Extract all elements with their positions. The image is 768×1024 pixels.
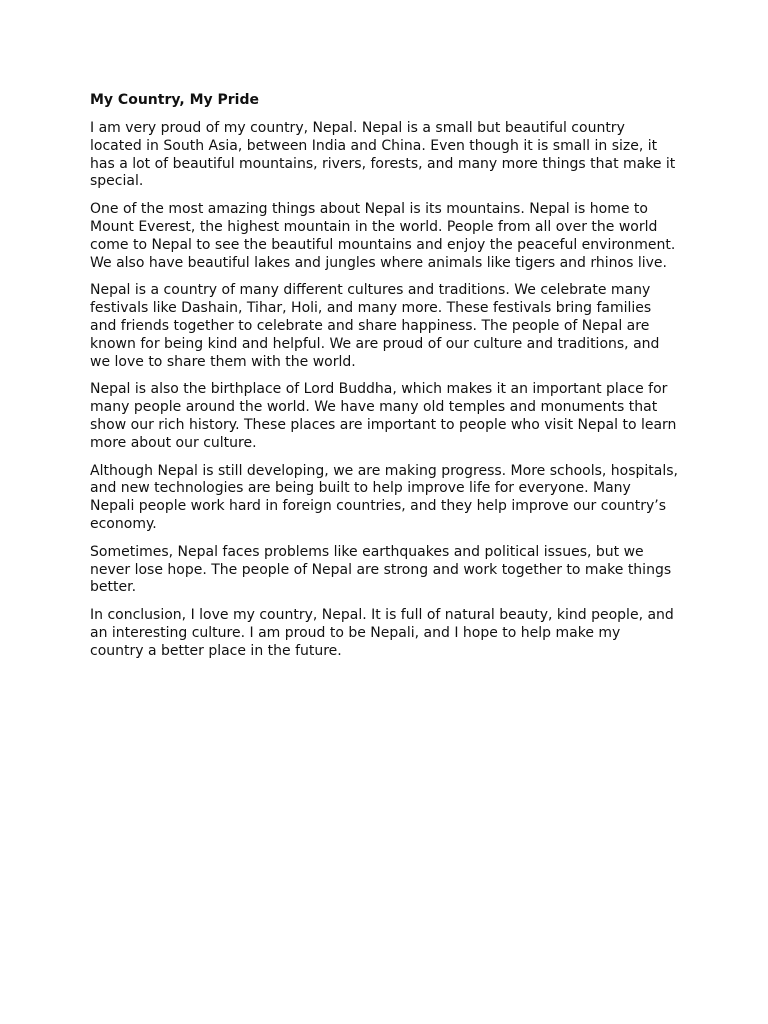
paragraph-intro: I am very proud of my country, Nepal. Nepal is a small but beautiful country located in South Asia, between India and China. Even though it is small in size, it has a lot of beautiful mountains, rivers, forests, and many more things that make it special. <box>90 120 676 190</box>
paragraph-mountains: One of the most amazing things about Nepal is its mountains. Nepal is home to Mount Everest, the highest mountain in the world. People from all over the world come to Nepal to see the beautiful mountains and enjoy the peaceful environment. We also have beautiful lakes and jungles where animals like tigers and rhinos live. <box>90 201 676 271</box>
paragraph-problems: Sometimes, Nepal faces problems like earthquakes and political issues, but we never lose hope. The people of Nepal are strong and work together to make things better. <box>90 543 672 596</box>
document-title: My Country, My Pride <box>90 92 259 108</box>
paragraph-conclusion: In conclusion, I love my country, Nepal. It is full of natural beauty, kind people, and an interesting culture. I am proud to be Nepali, and I hope to help make my country a better place in the future. <box>90 607 674 659</box>
paragraph-development: Although Nepal is still developing, we are making progress. More schools, hospitals, and new technologies are being built to help improve life for everyone. Many Nepali people work hard in foreign countries, and they help improve our country’s economy. <box>90 462 679 532</box>
paragraph-culture: Nepal is a country of many different cultures and traditions. We celebrate many festivals like Dashain, Tihar, Holi, and many more. These festivals bring families and friends together to celebrate and share happiness. The people of Nepal are known for being kind and helpful. We are proud of our culture and traditions, and we love to share them with the world. <box>90 282 660 370</box>
paragraph-buddha: Nepal is also the birthplace of Lord Buddha, which makes it an important place for many people around the world. We have many old temples and monuments that show our rich history. These places are important to people who visit Nepal to learn more about our culture. <box>90 381 677 451</box>
